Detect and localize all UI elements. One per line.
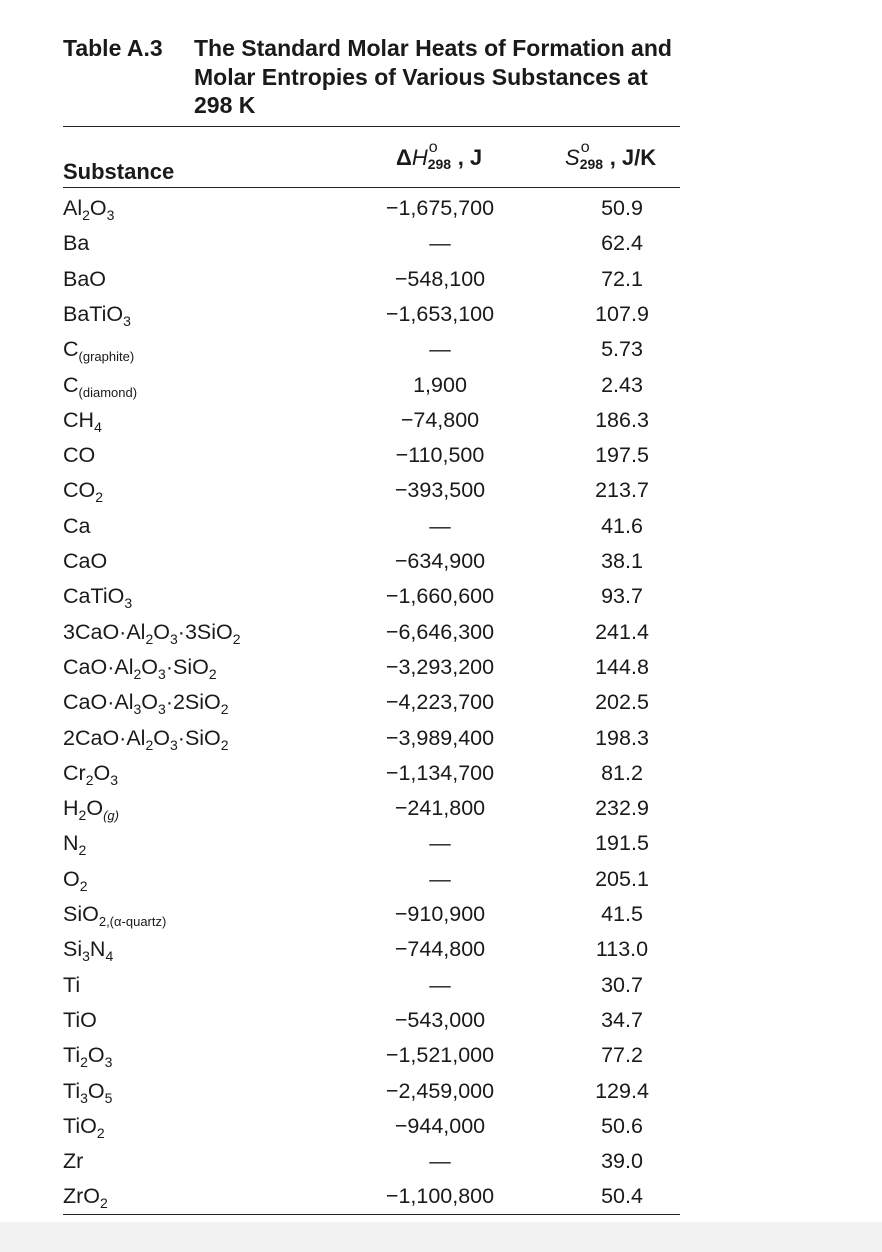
entropy-cell: 197.5 — [595, 443, 649, 468]
header-enthalpy: ΔH o 298 , J — [396, 139, 483, 172]
substance-cell: TiO$_2$ — [63, 1113, 105, 1141]
substance-cell: Ca — [63, 513, 91, 538]
entropy-cell: 38.1 — [601, 549, 643, 573]
enthalpy-cell: 1,900 — [413, 372, 467, 397]
entropy-cell: 191.5 — [595, 831, 649, 856]
enthalpy-cell: — — [429, 972, 451, 997]
enthalpy-cell: −744,800 — [394, 937, 486, 962]
entropy-cell: 232.9 — [595, 796, 649, 821]
table-row — [0, 1042, 882, 1077]
enthalpy-cell: −74,800 — [400, 407, 480, 432]
substance-cell: $Ti_2O_3$ — [63, 1043, 113, 1071]
table-row — [0, 760, 882, 795]
table-row — [0, 372, 882, 407]
enthalpy-cell: — — [429, 337, 451, 362]
enthalpy-cell: −1,653,100 — [385, 301, 495, 326]
enthalpy-cell: −3,293,200 — [385, 654, 495, 679]
substance-cell: ZrO$_2$ — [63, 1184, 108, 1212]
enthalpy-cell: — — [429, 231, 451, 256]
substance-cell: $H_2O_{(g)}$ — [63, 796, 119, 824]
substance-cell: $Si_3N_4$ — [63, 937, 114, 965]
substance-cell: $Al_2O_3$ — [63, 196, 115, 223]
table-row — [0, 972, 882, 1007]
entropy-cell: 186.3 — [595, 407, 649, 432]
entropy-cell: 34.7 — [601, 1007, 643, 1032]
entropy-cell: 129.4 — [595, 1078, 649, 1103]
entropy-cell: 198.3 — [595, 725, 649, 750]
enthalpy-cell: −4,223,700 — [385, 690, 495, 715]
table-row — [0, 619, 882, 654]
entropy-cell: 39.0 — [601, 1149, 643, 1174]
entropy-cell: 205.1 — [595, 866, 649, 891]
enthalpy-cell: −543,000 — [394, 1007, 486, 1032]
table-row — [0, 1078, 882, 1113]
table-row — [0, 301, 882, 336]
entropy-cell: 77.2 — [601, 1043, 643, 1068]
table-row — [0, 1007, 882, 1042]
table-row — [0, 548, 882, 583]
enthalpy-cell: −6,646,300 — [385, 619, 495, 644]
substance-cell: $CO_2$ — [63, 478, 104, 506]
table-row — [0, 830, 882, 865]
table-row — [0, 407, 882, 442]
entropy-cell: 72.1 — [601, 266, 643, 291]
enthalpy-cell: — — [429, 1149, 451, 1174]
substance-cell: $N_2$ — [63, 831, 87, 859]
enthalpy-cell: −1,675,700 — [385, 196, 495, 220]
table-row — [0, 513, 882, 548]
top-rule — [63, 126, 680, 127]
enthalpy-cell: −1,660,600 — [385, 584, 495, 609]
enthalpy-cell: −1,134,700 — [385, 760, 495, 785]
entropy-cell: 213.7 — [595, 478, 649, 503]
table-label: Table A.3 — [63, 35, 163, 61]
entropy-cell: 81.2 — [601, 760, 643, 785]
substance-cell: BaO — [63, 266, 107, 291]
entropy-cell: 50.6 — [601, 1113, 643, 1138]
substance-cell: $Cr_2O_3$ — [63, 760, 119, 788]
table-row — [0, 689, 882, 724]
entropy-cell: 5.73 — [601, 337, 643, 362]
substance-cell: Ti — [63, 972, 81, 997]
substance-cell: $CaO\cdot Al_2O_3\cdot SiO_2$ — [63, 654, 217, 682]
table-row — [0, 442, 882, 477]
enthalpy-cell: −110,500 — [395, 443, 485, 468]
enthalpy-cell: −393,500 — [394, 478, 486, 503]
enthalpy-cell: −634,900 — [394, 549, 486, 573]
substance-cell: $O_2$ — [63, 866, 88, 894]
substance-cell: $C_{(diamond)}$ — [63, 372, 138, 400]
entropy-cell: 50.4 — [601, 1184, 643, 1209]
substance-cell: $C_{(graphite)}$ — [63, 337, 135, 365]
table-row — [0, 936, 882, 971]
substance-cell: $CH_4$ — [63, 407, 102, 435]
enthalpy-cell: −1,521,000 — [385, 1043, 495, 1068]
entropy-cell: 2.43 — [601, 372, 643, 397]
table-row — [0, 1148, 882, 1183]
substance-cell: $Ti_3O_5$ — [63, 1078, 113, 1106]
entropy-cell: 50.9 — [601, 196, 643, 220]
header-rule — [63, 187, 680, 188]
substance-cell: Ba — [63, 231, 90, 256]
substance-cell: CaTiO$_3$ — [63, 584, 133, 612]
entropy-cell: 241.4 — [595, 619, 649, 644]
table-row — [0, 336, 882, 371]
header-entropy: S o 298 , J/K — [565, 139, 657, 172]
table-row — [0, 725, 882, 760]
table-row — [0, 654, 882, 689]
substance-cell: TiO — [63, 1007, 97, 1032]
bottom-rule — [63, 1214, 680, 1215]
substance-cell: $CaO\cdot Al_3O_3\cdot 2SiO_2$ — [63, 690, 229, 718]
table-row — [0, 230, 882, 265]
enthalpy-cell: −910,900 — [394, 902, 486, 926]
enthalpy-cell: — — [429, 513, 451, 538]
enthalpy-cell: −944,000 — [394, 1113, 486, 1138]
entropy-cell: 93.7 — [601, 584, 643, 609]
table-row — [0, 477, 882, 512]
enthalpy-cell: — — [429, 831, 451, 856]
enthalpy-cell: −1,100,800 — [385, 1184, 495, 1209]
substance-cell: SiO$_{2,(\alpha-quartz)}$ — [63, 902, 167, 929]
table-row — [0, 1113, 882, 1148]
enthalpy-cell: −2,459,000 — [385, 1078, 495, 1103]
entropy-cell: 144.8 — [595, 654, 649, 679]
entropy-cell: 30.7 — [601, 972, 643, 997]
substance-cell: Zr — [63, 1149, 84, 1174]
table-row — [0, 583, 882, 618]
enthalpy-cell: — — [429, 866, 451, 891]
substance-cell: CO — [63, 443, 96, 468]
substance-cell: $3CaO\cdot Al_2O_3\cdot 3SiO_2$ — [63, 619, 241, 647]
entropy-cell: 107.9 — [595, 301, 649, 326]
enthalpy-cell: −3,989,400 — [385, 725, 495, 750]
enthalpy-cell: −241,800 — [394, 796, 486, 821]
entropy-cell: 41.6 — [601, 513, 643, 538]
entropy-cell: 202.5 — [595, 690, 649, 715]
header-substance: Substance — [63, 159, 175, 184]
table-row — [0, 795, 882, 830]
table-row — [0, 195, 882, 230]
table-row — [0, 901, 882, 936]
table-row — [0, 266, 882, 301]
substance-cell: CaO — [63, 549, 108, 573]
substance-cell: BaTiO$_3$ — [63, 301, 131, 329]
entropy-cell: 41.5 — [601, 902, 643, 926]
substance-cell: $2CaO\cdot Al_2O_3\cdot SiO_2$ — [63, 725, 229, 753]
page-bottom-band — [0, 1222, 882, 1252]
entropy-cell: 62.4 — [601, 231, 643, 256]
table-row — [0, 866, 882, 901]
enthalpy-cell: −548,100 — [394, 266, 486, 291]
entropy-cell: 113.0 — [595, 937, 649, 962]
table-title: The Standard Molar Heats of Formation and Molar Entropies of Various Substances at 298 K — [194, 35, 672, 118]
